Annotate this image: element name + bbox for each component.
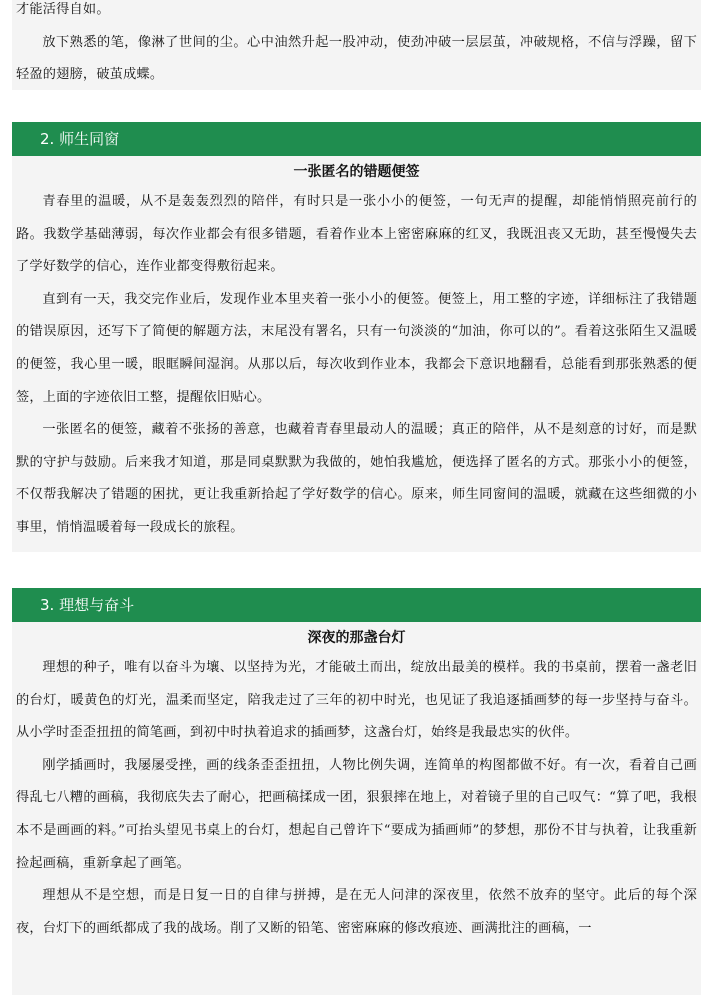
section-3-title: 深夜的那盏台灯 [307, 630, 406, 646]
section-3-content [12, 622, 701, 995]
section-2-paragraph-2: 直到有一天，我交完作业后，发现作业本里夹着一张小小的便签。便签上，用工整的字迹，详细标注了我错题的错误原因，还写下了简便的解题方法，末尾没有署名，只有一句淡淡的“加油，你可以的”。看着这张陌生又温暖的便签，我心里一暖，眼眶瞬间湿润。从那以后，每次收到作业本，我都会下意识地翻看，总能看到那张熟悉的便签，上面的字迹依旧工整，提醒依旧贴心。 [16, 291, 697, 405]
section-2-content [12, 156, 701, 552]
section-3-heading: 3. 理想与奋斗 [12, 588, 701, 622]
section-2-paragraph-1: 青春里的温暖，从不是轰轰烈烈的陪伴，有时只是一张小小的便签，一句无声的提醒，却能悄悄照亮前行的路。我数学基础薄弱，每次作业都会有很多错题，看着作业本上密密麻麻的红叉，我既沮丧又无助，甚至慢慢失去了学好数学的信心，连作业都变得敷衍起来。 [16, 194, 697, 275]
section-3-paragraph-1: 理想的种子，唯有以奋斗为壤、以坚持为光，才能破土而出，绽放出最美的模样。我的书桌前，摆着一盏老旧的台灯，暖黄色的灯光，温柔而坚定，陪我走过了三年的初中时光，也见证了我追逐插画梦的每一步坚持与奋斗。从小学时歪歪扭扭的简笔画，到初中时执着追求的插画梦，这盏台灯，始终是我最忠实的伙伴。 [16, 660, 697, 741]
top-paragraph-2: 放下熟悉的笔，像淋了世间的尘。心中油然升起一股冲动，使劲冲破一层层茧，冲破规格，不信与浮躁，留下轻盈的翅膀，破茧成蝶。 [16, 34, 697, 83]
section-2-heading: 2. 师生同窗 [12, 122, 701, 156]
top-paragraph-1: 才能活得自如。 [16, 2, 110, 17]
top-excerpt-block [12, 0, 701, 90]
section-3-paragraph-2: 刚学插画时，我屡屡受挫，画的线条歪歪扭扭，人物比例失调，连简单的构图都做不好。有一次，看着自己画得乱七八糟的画稿，我彻底失去了耐心，把画稿揉成一团，狠狠摔在地上，对着镜子里的自己叹气：“算了吧，我根本不是画画的料。”可抬头望见书桌上的台灯，想起自己曾许下“要成为插画师”的梦想，那份不甘与执着，让我重新捡起画稿，重新拿起了画笔。 [16, 757, 697, 871]
section-2-title: 一张匿名的错题便签 [293, 164, 420, 180]
section-3-paragraph-3: 理想从不是空想，而是日复一日的自律与拼搏，是在无人问津的深夜里，依然不放弃的坚守。此后的每个深夜，台灯下的画纸都成了我的战场。削了又断的铅笔、密密麻麻的修改痕迹、画满批注的画稿，一 [16, 888, 697, 936]
section-2-paragraph-3: 一张匿名的便签，藏着不张扬的善意，也藏着青春里最动人的温暖；真正的陪伴，从不是刻意的讨好，而是默默的守护与鼓励。后来我才知道，那是同桌默默为我做的，她怕我尴尬，便选择了匿名的方式。那张小小的便签，不仅帮我解决了错题的困扰，更让我重新拾起了学好数学的信心。原来，师生同窗间的温暖，就藏在这些细微的小事里，悄悄温暖着每一段成长的旅程。 [16, 422, 697, 535]
